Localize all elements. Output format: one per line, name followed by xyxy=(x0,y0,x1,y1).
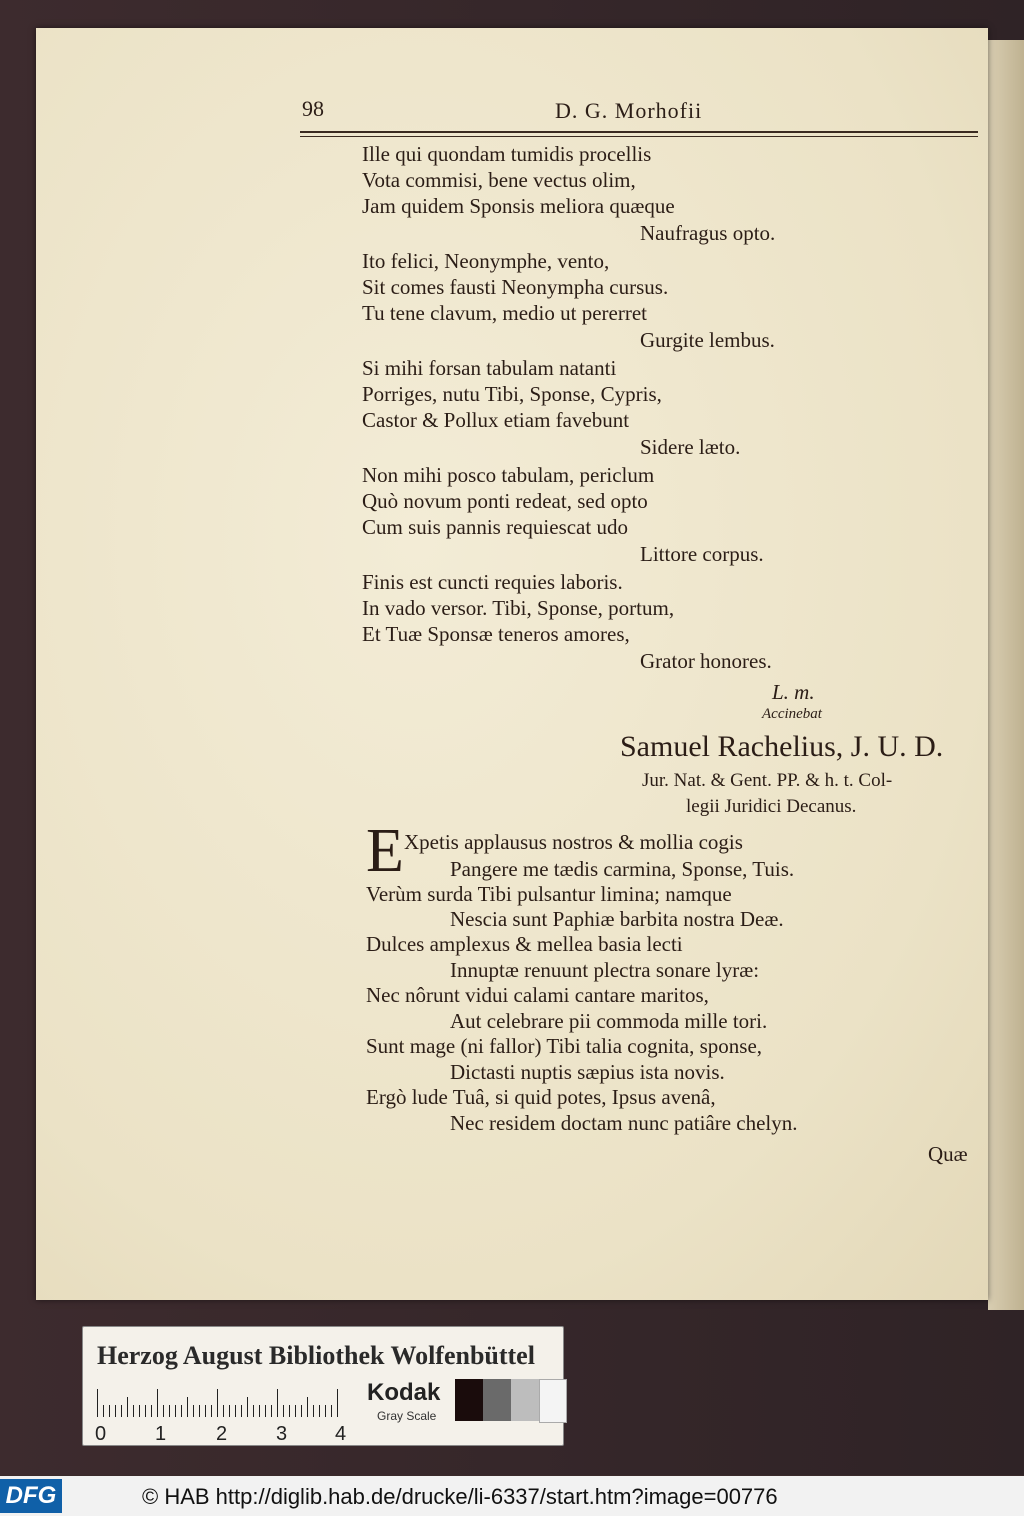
ruler-tick xyxy=(97,1389,98,1417)
ruler-tick xyxy=(331,1405,332,1417)
verse-line: Pangere me tædis carmina, Sponse, Tuis. xyxy=(450,857,795,881)
ruler-tick xyxy=(241,1405,242,1417)
verse-line: Verùm surda Tibi pulsantur limina; namque xyxy=(366,882,732,906)
ruler-tick xyxy=(151,1405,152,1417)
gray-patch xyxy=(483,1379,511,1421)
ruler-tick xyxy=(277,1389,278,1417)
verse-line: Nec nôrunt vidui calami cantare maritos, xyxy=(366,983,709,1007)
ruler-number: 1 xyxy=(155,1423,167,1445)
color-ruler xyxy=(82,1326,564,1446)
ruler-tick xyxy=(289,1405,290,1417)
ruler-tick xyxy=(163,1405,164,1417)
verse-line: Quò novum ponti redeat, sed opto xyxy=(362,489,648,513)
ruler-tick xyxy=(187,1397,188,1417)
ruler-tick xyxy=(109,1405,110,1417)
ruler-tick xyxy=(127,1397,128,1417)
ruler-tick xyxy=(325,1405,326,1417)
ruler-tick xyxy=(211,1405,212,1417)
ruler-tick xyxy=(235,1405,236,1417)
verse-line: Non mihi posco tabulam, periclum xyxy=(362,463,655,487)
dfg-logo: DFG xyxy=(0,1479,62,1513)
verse-line: Vota commisi, bene vectus olim, xyxy=(362,168,636,192)
gray-scale-label: Gray Scale xyxy=(377,1409,437,1423)
verse-line: Tu tene clavum, medio ut pererret xyxy=(362,301,647,325)
ruler-tick xyxy=(337,1389,338,1417)
verse-line: Ille qui quondam tumidis procellis xyxy=(362,142,652,166)
author-title-line: Jur. Nat. & Gent. PP. & h. t. Col- xyxy=(642,770,893,791)
ruler-tick xyxy=(199,1405,200,1417)
verse-line: Castor & Pollux etiam favebunt xyxy=(362,408,630,432)
verse-line: Nec residem doctam nunc patiâre chelyn. xyxy=(450,1111,798,1135)
verse-line: Et Tuæ Sponsæ teneros amores, xyxy=(362,622,630,646)
verse-line: Cum suis pannis requiescat udo xyxy=(362,515,628,539)
ruler-tick xyxy=(259,1405,260,1417)
ruler-tick xyxy=(121,1405,122,1417)
ruler-tick xyxy=(295,1405,296,1417)
ruler-tick xyxy=(103,1405,104,1417)
author-title-line: legii Juridici Decanus. xyxy=(686,796,857,817)
ruler-tick xyxy=(145,1405,146,1417)
ruler-tick xyxy=(205,1405,206,1417)
ruler-tick xyxy=(283,1405,284,1417)
running-head: D. G. Morhofii xyxy=(555,98,703,123)
accinebat-label: Accinebat xyxy=(762,706,822,722)
verse-line: Porriges, nutu Tibi, Sponse, Cypris, xyxy=(362,382,662,406)
verse-line: Xpetis applausus nostros & mollia cogis xyxy=(404,830,743,854)
verse-line: Innuptæ renuunt plectra sonare lyræ: xyxy=(450,958,760,982)
ruler-number: 4 xyxy=(335,1423,347,1445)
ruler-tick xyxy=(157,1389,158,1417)
ruler-tick xyxy=(193,1405,194,1417)
ruler-tick xyxy=(223,1405,224,1417)
ruler-tick xyxy=(247,1397,248,1417)
ruler-tick xyxy=(175,1405,176,1417)
verse-line: Naufragus opto. xyxy=(640,221,776,245)
facing-page-edge xyxy=(988,40,1024,1310)
ruler-number: 3 xyxy=(276,1423,288,1445)
ruler-tick xyxy=(253,1405,254,1417)
header-rule xyxy=(300,131,978,137)
ruler-tick xyxy=(319,1405,320,1417)
ruler-tick xyxy=(271,1405,272,1417)
catchword: Quæ xyxy=(928,1142,968,1166)
copyright-link[interactable]: © HAB http://diglib.hab.de/drucke/li-6337/start.htm?image=00776 xyxy=(142,1484,778,1509)
verse-line: Finis est cuncti requies laboris. xyxy=(362,570,623,594)
verse-line: Gurgite lembus. xyxy=(640,328,775,352)
ruler-number: 2 xyxy=(216,1423,228,1445)
ruler-tick xyxy=(217,1389,218,1417)
ruler-ticks xyxy=(97,1387,347,1417)
verse-line: Ito felici, Neonymphe, vento, xyxy=(362,249,610,273)
gray-patch xyxy=(455,1379,483,1421)
library-name: Herzog August Bibliothek Wolfenbüttel xyxy=(97,1341,535,1370)
ruler-number: 0 xyxy=(95,1423,107,1445)
kodak-logo: Kodak xyxy=(367,1379,441,1406)
ruler-tick xyxy=(229,1405,230,1417)
verse-line: Dulces amplexus & mellea basia lecti xyxy=(366,932,683,956)
verse-line: Jam quidem Sponsis meliora quæque xyxy=(362,194,675,218)
page-number: 98 xyxy=(302,96,324,121)
verse-line: Sidere læto. xyxy=(640,435,741,459)
author-name: Samuel Rachelius, J. U. D. xyxy=(620,730,944,763)
verse-line: Littore corpus. xyxy=(640,542,764,566)
verse-line: Si mihi forsan tabulam natanti xyxy=(362,356,617,380)
ruler-tick xyxy=(115,1405,116,1417)
verse-line: Sunt mage (ni fallor) Tibi talia cognita, sponse, xyxy=(366,1034,763,1058)
ruler-tick xyxy=(169,1405,170,1417)
verse-line: In vado versor. Tibi, Sponse, portum, xyxy=(362,596,675,620)
verse-line: Aut celebrare pii commoda mille tori. xyxy=(450,1009,768,1033)
gray-patch xyxy=(539,1379,567,1423)
ruler-tick xyxy=(133,1405,134,1417)
ruler-tick xyxy=(181,1405,182,1417)
verse-line: Sit comes fausti Neonympha cursus. xyxy=(362,275,669,299)
verse-line: Grator honores. xyxy=(640,649,772,673)
verse-line: Ergò lude Tuâ, si quid potes, Ipsus avenâ, xyxy=(366,1085,716,1109)
ruler-tick xyxy=(265,1405,266,1417)
ruler-tick xyxy=(313,1405,314,1417)
gray-patch xyxy=(511,1379,539,1421)
drop-capital: E xyxy=(366,817,404,885)
ruler-tick xyxy=(301,1405,302,1417)
ruler-tick xyxy=(307,1397,308,1417)
signoff: L. m. xyxy=(772,680,815,704)
ruler-tick xyxy=(139,1405,140,1417)
verse-line: Dictasti nuptis sæpius ista novis. xyxy=(450,1060,725,1084)
verse-line: Nescia sunt Paphiæ barbita nostra Deæ. xyxy=(450,907,784,931)
